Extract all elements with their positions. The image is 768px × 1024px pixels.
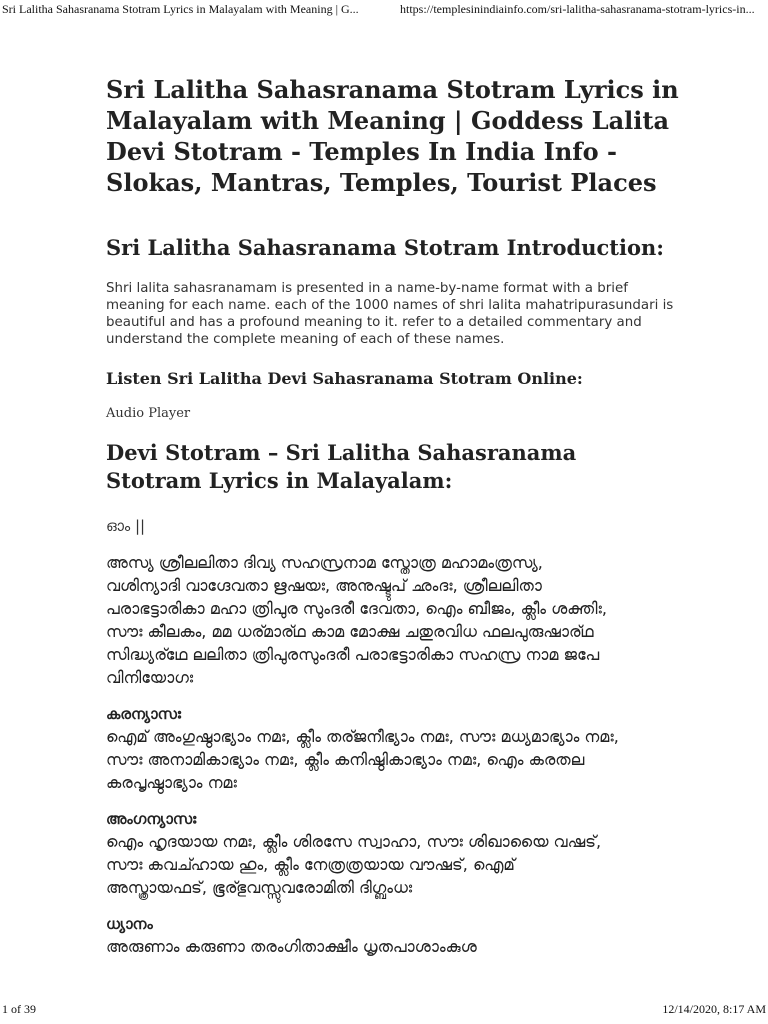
title-line: Slokas, Mantras, Temples, Tourist Places (106, 168, 657, 197)
article-title (106, 74, 679, 198)
article (106, 74, 679, 958)
intro-line: Shri lalita sahasranamam is presented in a name-by-name format with a brief (106, 281, 628, 296)
lyrics-heading-line: Devi Stotram – Sri Lalitha Sahasranama (106, 440, 577, 465)
intro-heading: Sri Lalitha Sahasranama Stotram Introduction: (106, 235, 664, 260)
lyrics-heading (106, 439, 666, 495)
verse-line: വിനിയോഗഃ (106, 668, 194, 687)
anganyasa-heading: അംഗന്യാസഃ (106, 810, 197, 828)
print-page-title: Sri Lalitha Sahasranama Stotram Lyrics in Malayalam with Meaning | G... (2, 2, 359, 16)
verse-line: അസ്യ ശ്രീലലിതാ ദിവ്യ സഹസ്രനാമ സ്തോത്ര മഹാമംത്രസ്യ, (106, 553, 543, 572)
karanyasa-heading: കരന്യാസഃ (106, 705, 181, 723)
verse-line: ഐമ് അംഗുഷ്ഠാഭ്യാം നമഃ, ക്ലീം തര്ജനീഭ്യാം നമഃ, സൗഃ മധ്യമാഭ്യാം നമഃ, (106, 727, 619, 746)
print-url[interactable]: https://templesinindiainfo.com/sri-lalitha-sahasranama-stotram-lyrics-in... (400, 2, 755, 16)
verse-line: സൗഃ കവച്ഹായ ഹും, ക്ലീം നേത്രത്രയായ വൗഷട്, ഐമ് (106, 855, 515, 874)
om-line: ഓം || (106, 517, 146, 535)
intro-line: meaning for each name. each of the 1000 names of shri lalita mahatripurasundari is (106, 298, 674, 313)
verse-line: പരാഭട്ടാരികാ മഹാ ത്രിപുര സുംദരീ ദേവതാ, ഐം ബീജം, ക്ലീം ശക്തിഃ, (106, 599, 607, 618)
verse-line: സൗഃ അനാമികാഭ്യാം നമഃ, ക്ലീം കനിഷ്ഠികാഭ്യാം നമഃ, ഐം കരതല (106, 750, 585, 769)
anganyasa-paragraph (106, 830, 666, 899)
verse-line: സിദ്ധ്യര്ഥേ ലലിതാ ത്രിപുരസുംദരീ പരാഭട്ടാരികാ സഹസ്ര നാമ ജപേ (106, 645, 600, 664)
print-header (0, 2, 768, 18)
listen-heading: Listen Sri Lalitha Devi Sahasranama Stotram Online: (106, 369, 583, 388)
verse-line: അരുണാം കരുണാ തരംഗിതാക്ഷീം ധൃതപാശാംകുശ (106, 937, 477, 956)
verse-line: അസ്ത്രായഫട്, ഭൂര്ഭുവസ്സുവരോമിതി ദിഗ്ബംധഃ (106, 878, 413, 897)
intro-paragraph (106, 280, 674, 348)
title-line: Devi Stotram - Temples In India Info - (106, 137, 617, 166)
page-count: 1 of 39 (2, 1002, 36, 1016)
intro-line: understand the complete meaning of each of these names. (106, 332, 505, 347)
lyrics-heading-line: Stotram Lyrics in Malayalam: (106, 468, 453, 493)
print-footer (0, 1002, 768, 1018)
audio-player[interactable]: Audio Player (106, 406, 191, 421)
karanyasa-paragraph (106, 725, 666, 794)
dhyanam-heading: ധ്യാനം (106, 915, 153, 933)
print-datetime: 12/14/2020, 8:17 AM (662, 1002, 766, 1016)
verse-line: വശിന്യാദി വാഗ്ദേവതാ ഋഷയഃ, അനുഷ്ടുപ് ഛംദഃ, ശ്രീലലിതാ (106, 576, 542, 595)
verse-line: കരപൃഷ്ഠാഭ്യാം നമഃ (106, 773, 237, 792)
verse-line: ഐം ഹൃദയായ നമഃ, ക്ലീം ശിരസേ സ്വാഹാ, സൗഃ ശിഖായൈ വഷട്, (106, 832, 602, 851)
title-line: Malayalam with Meaning | Goddess Lalita (106, 106, 670, 135)
verse-line: സൗഃ കീലകം, മമ ധര്മാര്ഥ കാമ മോക്ഷ ചതുരവിധ ഫലപുരുഷാര്ഥ (106, 622, 594, 641)
dhyanam-paragraph (106, 935, 666, 958)
intro-line: beautiful and has a profound meaning to it. refer to a detailed commentary and (106, 315, 642, 330)
viniyoga-paragraph (106, 551, 666, 689)
title-line: Sri Lalitha Sahasranama Stotram Lyrics in (106, 75, 679, 104)
